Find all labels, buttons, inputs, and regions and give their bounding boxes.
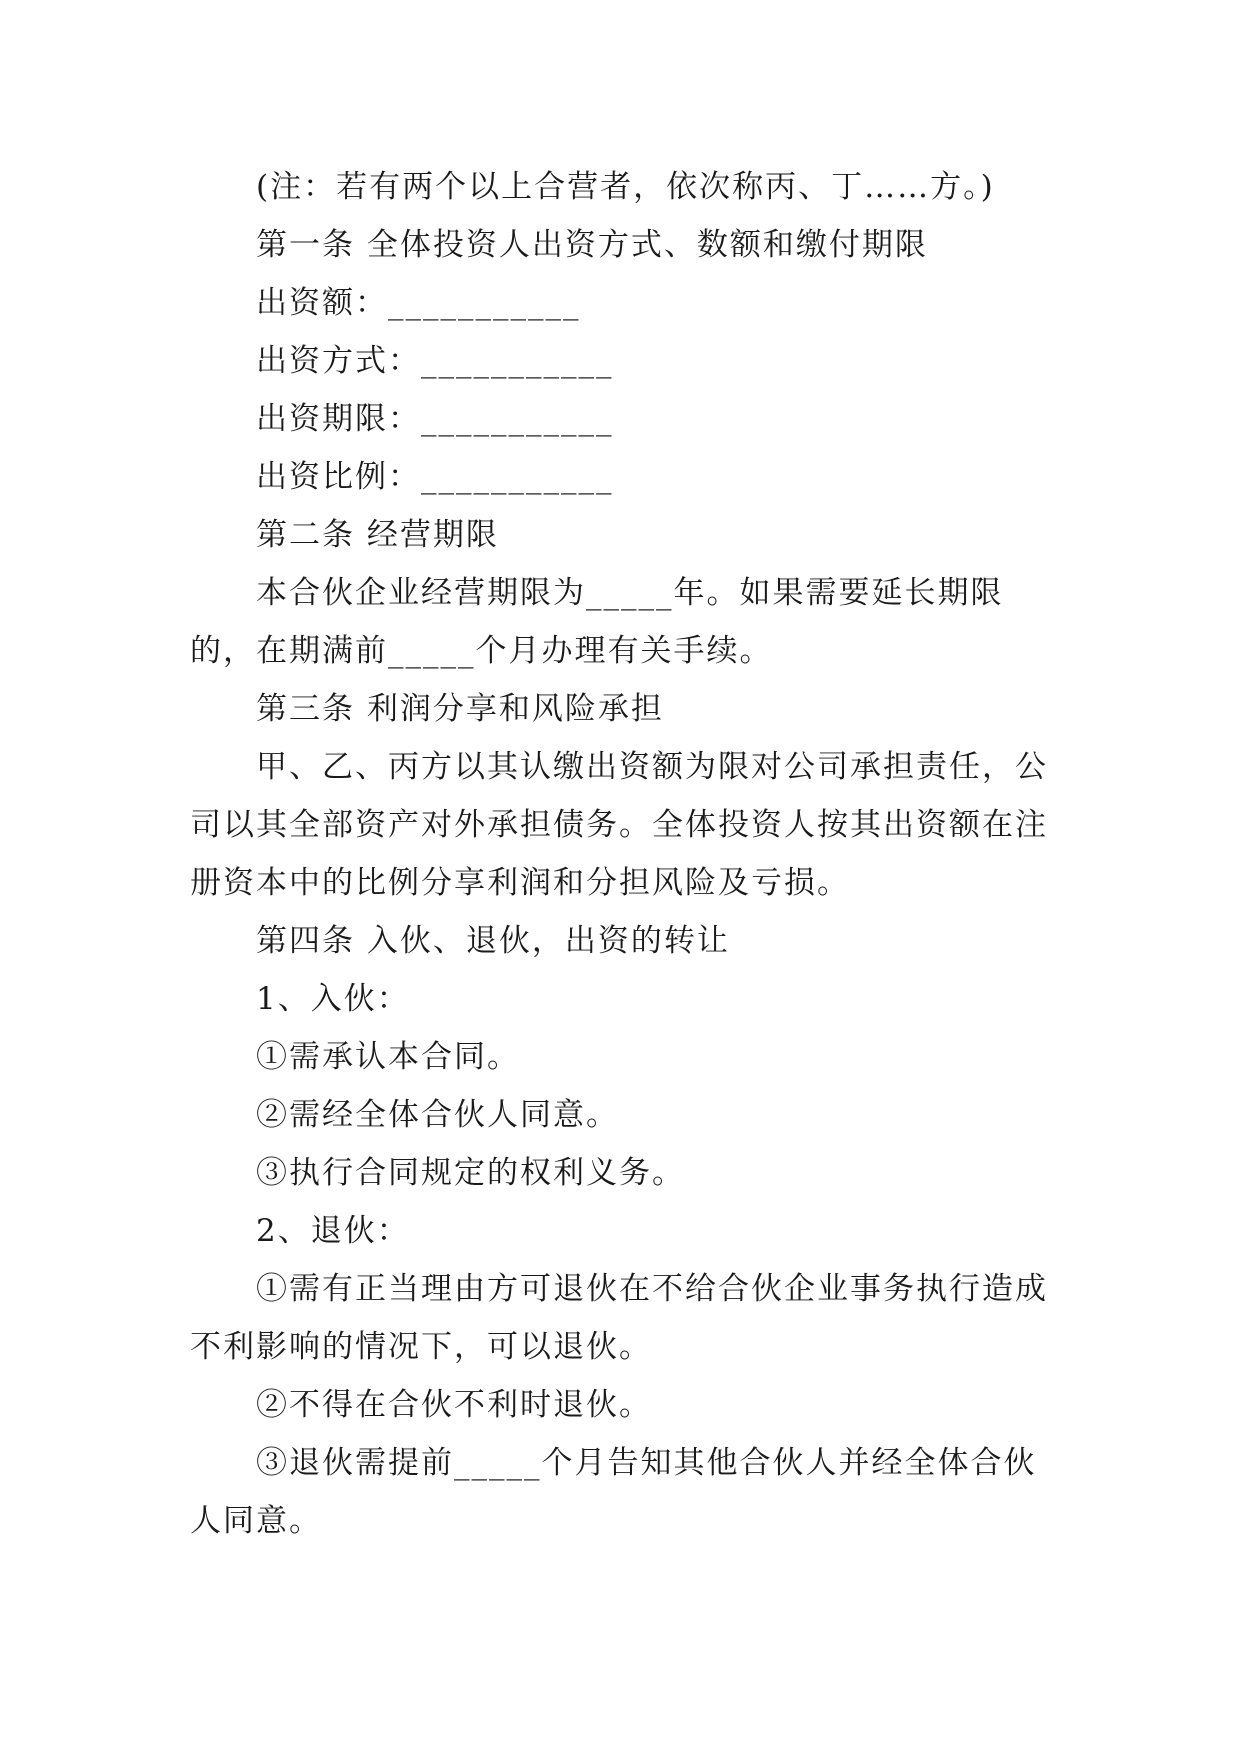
article-1-heading: 第一条 全体投资人出资方式、数额和缴付期限 [256,227,928,263]
document-body [190,158,1062,1550]
admission-item-1: ①需承认本合同。 [256,1039,520,1075]
withdrawal-item-3: ③退伙需提前_____个月告知其他合伙人并经全体合伙人同意。 [190,1445,1037,1539]
note-paragraph: (注：若有两个以上合营者，依次称丙、丁……方。) [256,169,995,205]
withdrawal-item-2: ②不得在合伙不利时退伙。 [256,1387,652,1423]
contribution-amount-line: 出资额：___________ [256,285,581,321]
profit-risk-paragraph: 甲、乙、丙方以其认缴出资额为限对公司承担责任，公司以其全部资产对外承担债务。全体投资人按其出资额在注册资本中的比例分享利润和分担风险及亏损。 [190,749,1048,901]
article-3-heading: 第三条 利润分享和风险承担 [256,691,664,727]
article-2-heading: 第二条 经营期限 [256,517,499,553]
article-4-heading: 第四条 入伙、退伙，出资的转让 [256,923,730,959]
operating-period-paragraph: 本合伙企业经营期限为_____年。如果需要延长期限的，在期满前_____个月办理有关手续。 [190,575,1004,669]
contribution-ratio-line: 出资比例：___________ [256,459,614,495]
withdrawal-heading: 2、退伙： [256,1213,410,1249]
withdrawal-item-1: ①需有正当理由方可退伙在不给合伙企业事务执行造成不利影响的情况下，可以退伙。 [190,1271,1048,1365]
admission-item-3: ③执行合同规定的权利义务。 [256,1155,685,1191]
admission-item-2: ②需经全体合伙人同意。 [256,1097,619,1133]
admission-heading: 1、入伙： [256,981,410,1017]
contribution-method-line: 出资方式：___________ [256,343,614,379]
contribution-term-line: 出资期限：___________ [256,401,614,437]
